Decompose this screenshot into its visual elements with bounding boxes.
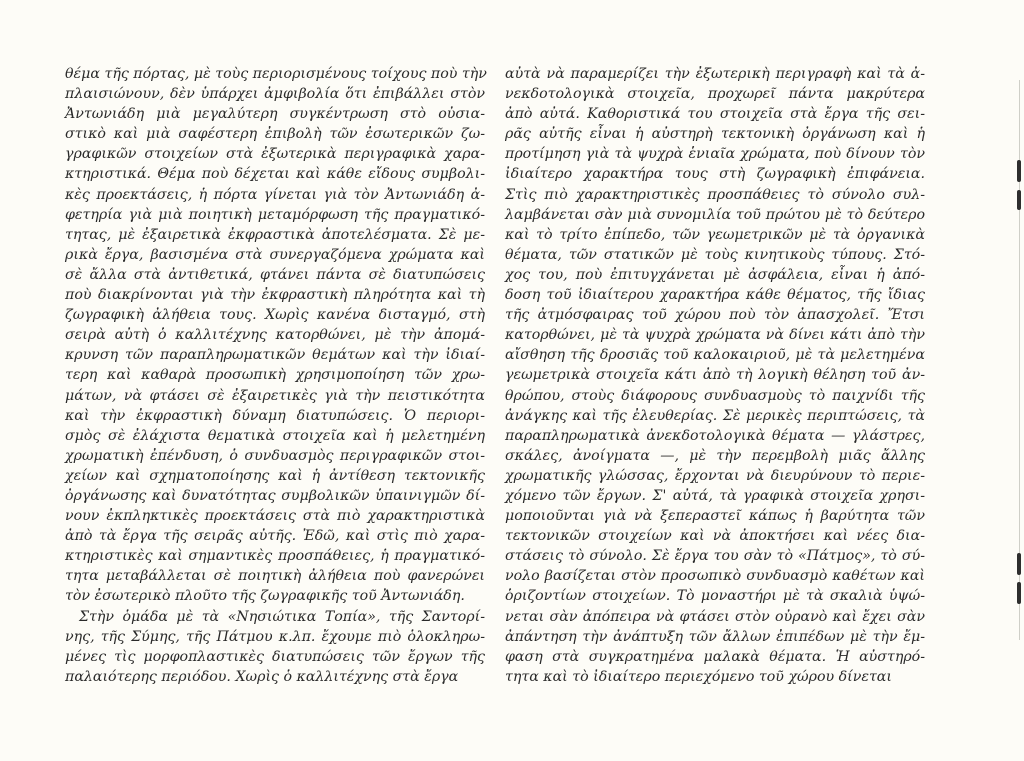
text-line: παραπληρωματικὰ ἀνεκδοτολογικὰ θέματα — γλάστρες, — [505, 427, 925, 444]
text-line: Ἀντωνιάδη μιὰ μεγαλύτερη συγκέντρωση στὸ οὐσια- — [65, 106, 485, 123]
text-line: νουν ἐκπληκτικὲς προεκτάσεις στὰ πιὸ χαρακτηριστικὰ — [65, 508, 485, 525]
binding-mark — [1017, 553, 1021, 575]
binding-mark — [1017, 582, 1021, 604]
text-line: ρᾶς αὐτῆς εἶναι ἡ αὐστηρὴ τεκτονικὴ ὀργάνωση καὶ ἡ — [505, 126, 925, 143]
text-line: τητα καὶ τὸ ἰδιαίτερο περιεχόμενο τοῦ χώρου δίνεται — [505, 668, 892, 685]
text-line: θρώπου, στοὺς διάφορους συνδυασμοὺς τὸ παιχνίδι τῆς — [505, 387, 925, 404]
text-line: φαση στὰ συγκρατημένα μαλακὰ θέματα. Ἡ αὐστηρό- — [505, 648, 925, 665]
text-line: νεκδοτολογικὰ στοιχεῖα, προχωρεῖ πάντα μακρύτερα — [505, 86, 925, 103]
text-line: ἀπὸ αὐτά. Καθοριστικά του στοιχεῖα στὰ ἔργα τῆς σει- — [505, 106, 925, 123]
text-line: ἀπὸ τὰ ἔργα τῆς σειρᾶς αὐτῆς. Ἐδῶ, καὶ στὶς πιὸ χαρα- — [65, 528, 485, 545]
text-line: χρωματικὴ ἐπένδυση, ὁ συνδυασμὸς περιγραφικῶν στοι- — [65, 447, 485, 464]
right-text-column — [505, 64, 925, 687]
text-line: χος του, ποὺ ἐπιτυγχάνεται μὲ ἀσφάλεια, εἶναι ἡ ἀπό- — [505, 266, 925, 283]
text-line: γεωμετρικὰ στοιχεῖα κάτι ἀπὸ τὴ λογικὴ θέληση τοῦ ἀν- — [505, 367, 925, 384]
text-line: κτηριστικὲς καὶ σημαντικὲς προσπάθειες, ἡ πραγματικό- — [65, 548, 485, 565]
text-line: στάσεις τὸ σύνολο. Σὲ ἔργα του σὰν τὸ «Πάτμος», τὸ σύ- — [505, 548, 925, 565]
text-line: ὁριζοντίων στοιχείων. Τὸ μοναστήρι μὲ τὰ σκαλιὰ ὑψώ- — [505, 588, 925, 605]
text-line: ἀνάγκης καὶ τῆς ἐλευθερίας. Σὲ μερικὲς περιπτώσεις, τὰ — [505, 407, 925, 424]
text-line: αἴσθηση τῆς δροσιᾶς τοῦ καλοκαιριοῦ, μὲ τὰ μελετημένα — [505, 347, 925, 364]
text-line: ἰδιαίτερο χαρακτήρα τους στὴ ζωγραφικὴ ἐπιφάνεια. — [505, 166, 925, 183]
text-line: χρωματικῆς γλώσσας, ἔρχονται νὰ διευρύνουν τὸ περιε- — [505, 467, 925, 484]
text-line: ποὺ διακρίνονται γιὰ τὴν ἐκφραστικὴ πληρότητα καὶ τὴ — [65, 287, 485, 304]
text-line: νεται σὰν ἀπόπειρα νὰ φτάσει στὸν οὐρανὸ καὶ ἔχει σὰν — [505, 608, 925, 625]
binding-mark — [1017, 190, 1021, 210]
text-line: τητα μεταβάλλεται σὲ ποιητικὴ ἀλήθεια ποὺ φανερώνει — [65, 568, 485, 585]
text-line: μάτων, νὰ φτάσει σὲ ἐξαιρετικὲς γιὰ τὴν πειστικότητα — [65, 387, 485, 404]
text-line: τὸν ἐσωτερικὸ πλοῦτο τῆς ζωγραφικῆς τοῦ Ἀντωνιάδη. — [65, 588, 465, 605]
text-line: στικὸ καὶ μιὰ σαφέστερη ἐπιβολὴ τῶν ἐσωτερικῶν ζω- — [65, 126, 485, 143]
text-line: κτηριστικά. Θέμα ποὺ δέχεται καὶ κάθε εἴδους συμβολι- — [65, 166, 485, 183]
text-line: νολο βασίζεται στὸν προσωπικὸ συνδυασμὸ καθέτων καὶ — [505, 568, 925, 585]
text-line: μοποιοῦνται γιὰ νὰ ξεπεραστεῖ κάπως ἡ βαρύτητα τῶν — [505, 508, 925, 525]
text-line: τητας, μὲ ἐξαιρετικὰ ἐκφραστικὰ ἀποτελέσματα. Σὲ με- — [65, 226, 485, 243]
text-line: σκάλες, ἀνοίγματα —, μὲ τὴν περεμβολὴ μιᾶς ἄλλης — [505, 447, 925, 464]
text-line: κὲς προεκτάσεις, ἡ πόρτα γίνεται γιὰ τὸν Ἀντωνιάδη ἀ- — [65, 186, 485, 203]
text-line: ἀπάντηση τὴν ἀνάπτυξη τῶν ἄλλων ἐπιπέδων μὲ τὴν ἔμ- — [505, 628, 925, 645]
text-line: δοση τοῦ ἰδιαίτερου χαρακτήρα κάθε θέματος, τῆς ἴδιας — [505, 287, 925, 304]
text-line: μένες τὶς μορφοπλαστικὲς διατυπώσεις τῶν ἔργων τῆς — [65, 648, 485, 665]
text-line: θέματα, τῶν στατικῶν μὲ τοὺς κινητικοὺς τύπους. Στό- — [505, 246, 925, 263]
text-line: σὲ ἄλλα στὰ ἀντιθετικά, φτάνει πάντα σὲ διατυπώσεις — [65, 266, 485, 283]
text-line: καὶ τὴν ἐκφραστικὴ δύναμη διατυπώσεις. Ὁ περιορι- — [65, 407, 485, 424]
text-line: Στὴν ὁμάδα μὲ τὰ «Νησιώτικα Τοπία», τῆς Σαντορί- — [79, 608, 485, 625]
text-line: λαμβάνεται σὰν μιὰ συνομιλία τοῦ πρώτου μὲ τὸ δεύτερο — [505, 206, 925, 223]
text-line: θέμα τῆς πόρτας, μὲ τοὺς περιορισμένους τοίχους ποὺ τὴν — [65, 66, 487, 82]
text-line: νης, τῆς Σύμης, τῆς Πάτμου κ.λπ. ἔχουμε πιὸ ὁλοκληρω- — [65, 628, 485, 645]
text-line: κρυνση τῶν παραπληρωματικῶν θεμάτων καὶ τὴν ἰδιαί- — [65, 347, 485, 364]
text-line: αὐτὰ νὰ παραμερίζει τὴν ἐξωτερικὴ περιγραφὴ καὶ τὰ ἀ- — [505, 66, 925, 82]
left-text-column — [65, 64, 485, 687]
text-line: τερη καὶ καθαρὰ προσωπικὴ χρησιμοποίηση τῶν χρω- — [65, 367, 485, 384]
text-line: σμὸς σὲ ἐλάχιστα θεματικὰ στοιχεῖα καὶ ἡ μελετημένη — [65, 427, 485, 444]
text-line: σειρὰ αὐτὴ ὁ καλλιτέχνης κατορθώνει, μὲ τὴν ἀπομά- — [65, 327, 485, 344]
text-line: ζωγραφικὴ ἀλήθεια τους. Χωρὶς κανένα δισταγμό, στὴ — [65, 307, 485, 324]
text-line: φετηρία γιὰ μιὰ ποιητικὴ μεταμόρφωση τῆς πραγματικό- — [65, 206, 485, 223]
text-line: ρικὰ ἔργα, βασισμένα στὰ συνεργαζόμενα χρώματα καὶ — [65, 246, 485, 263]
text-line: κατορθώνει, μὲ τὰ ψυχρὰ χρώματα νὰ δίνει κάτι ἀπὸ τὴν — [505, 327, 925, 344]
text-line: καὶ τὸ τρίτο ἐπίπεδο, τῶν γεωμετρικῶν μὲ τὰ ὀργανικὰ — [505, 226, 925, 243]
text-line: τῆς ἀτμόσφαιρας τοῦ χώρου ποὺ τὸν ἀπασχολεῖ. Ἔτσι — [505, 307, 925, 324]
text-line: ὀργάνωσης καὶ δυνατότητας συμβολικῶν ὑπαινιγμῶν δί- — [65, 487, 485, 504]
text-line: πλαισιώνουν, δὲν ὑπάρχει ἀμφιβολία ὅτι ἐπιβάλλει στὸν — [65, 86, 485, 103]
text-line: γραφικῶν στοιχείων στὰ ἐξωτερικὰ περιγραφικὰ χαρα- — [65, 146, 485, 163]
binding-mark — [1017, 160, 1021, 182]
text-line: παλαιότερης περιόδου. Χωρὶς ὁ καλλιτέχνης στὰ ἔργα — [65, 668, 459, 685]
text-line: χόμενο τῶν ἔργων. Σ' αὐτά, τὰ γραφικὰ στοιχεῖα χρησι- — [505, 487, 925, 504]
text-line: προτίμηση γιὰ τὰ ψυχρὰ ἑνιαῖα χρώματα, ποὺ δίνουν τὸν — [505, 146, 925, 163]
text-line: χείων καὶ σχηματοποίησης καὶ ἡ ἀντίθεση τεκτονικῆς — [65, 467, 485, 484]
text-line: τεκτονικῶν στοιχείων καὶ νὰ ἀποκτήσει καὶ νέες δια- — [505, 528, 925, 545]
text-line: Στὶς πιὸ χαρακτηριστικὲς προσπάθειες τὸ σύνολο συλ- — [505, 186, 925, 203]
